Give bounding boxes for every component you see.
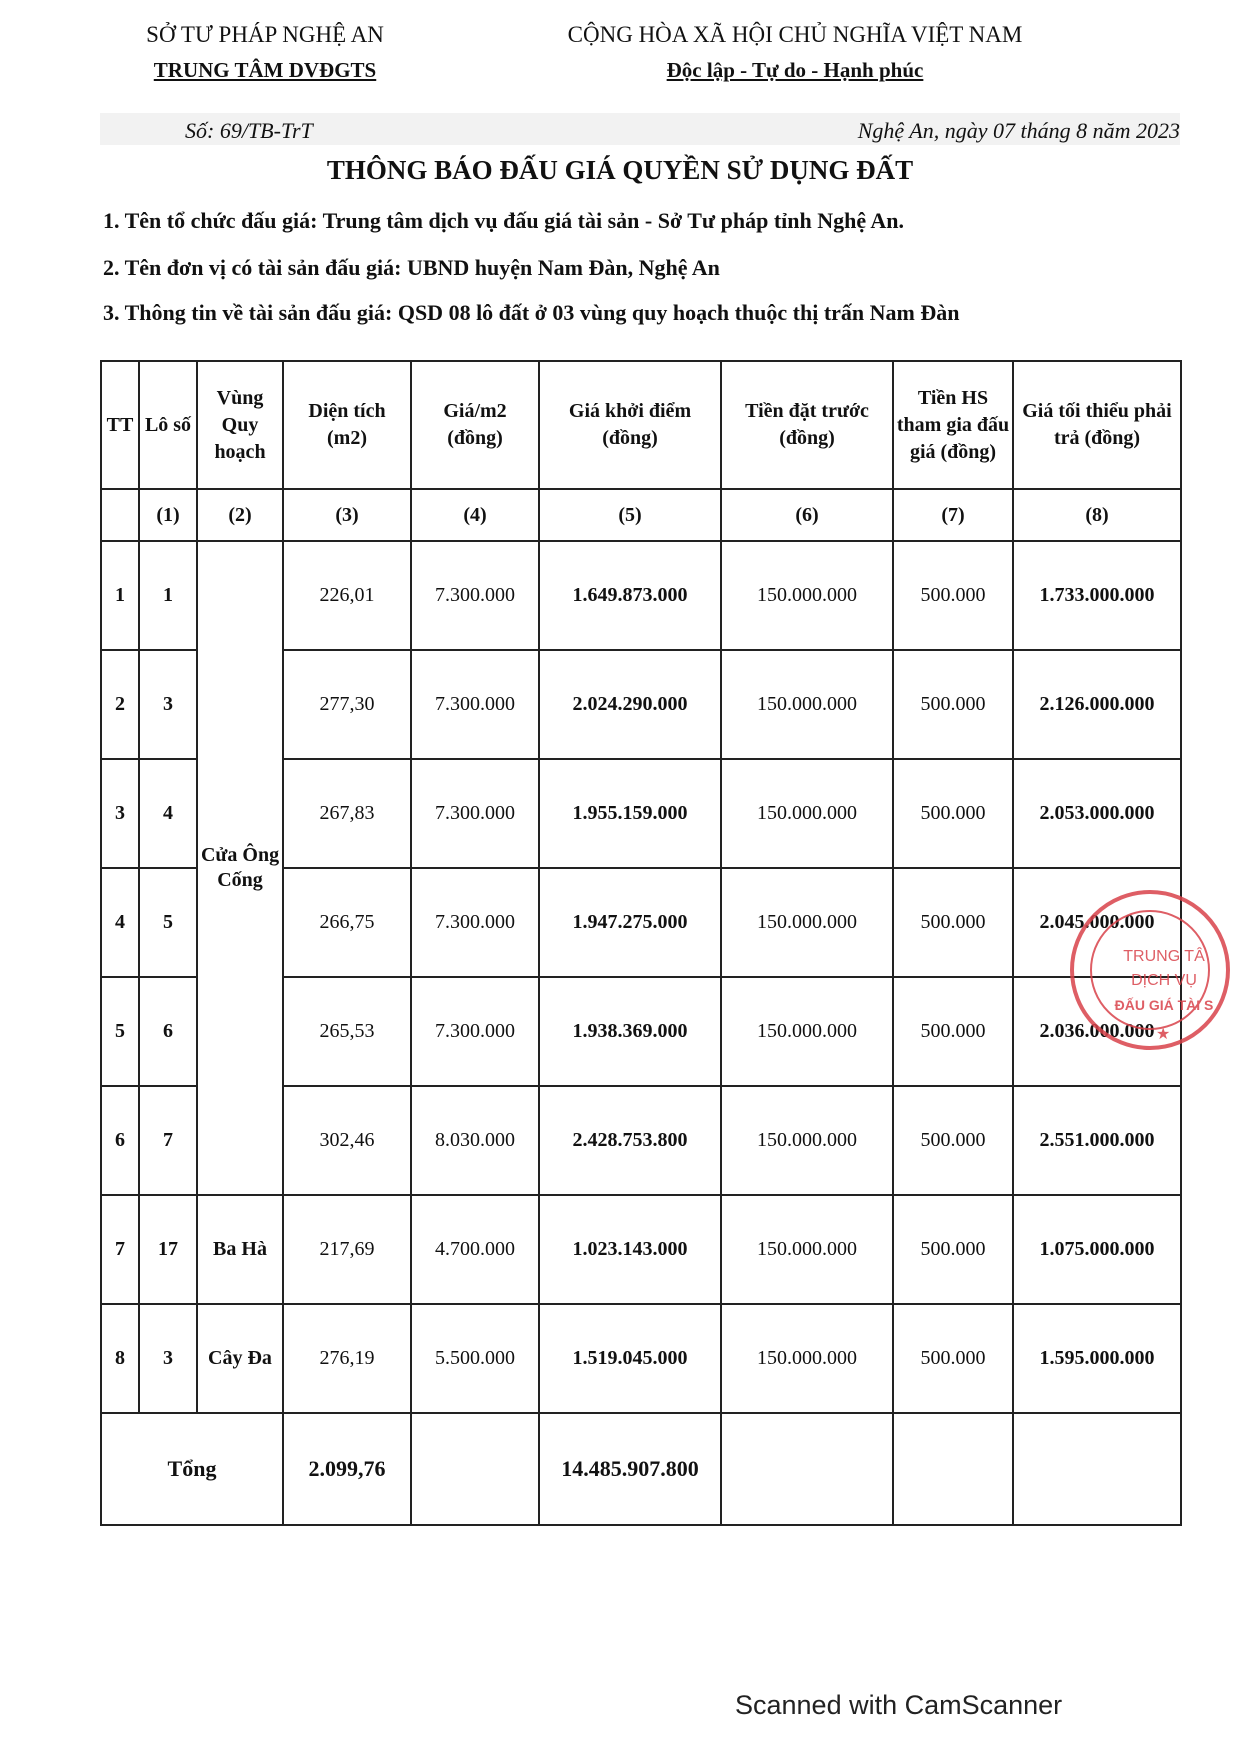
cell-area: 267,83 bbox=[283, 759, 411, 868]
column-number-row bbox=[101, 489, 1181, 541]
issuer-department: SỞ TƯ PHÁP NGHỆ AN bbox=[146, 22, 384, 47]
table-header-row bbox=[101, 361, 1181, 489]
document-number: Số: 69/TB-TrT bbox=[185, 118, 313, 143]
seal-text-line3: ĐẤU GIÁ TÀI S bbox=[1114, 997, 1214, 1013]
document-date: Nghệ An, ngày 07 tháng 8 năm 2023 bbox=[857, 118, 1180, 143]
cell-zone: Cửa Ông Cống bbox=[197, 541, 283, 1195]
info-asset-owner: 2. Tên đơn vị có tài sản đấu giá: UBND huyện Nam Đàn, Nghệ An bbox=[103, 255, 720, 280]
cell-fee: 500.000 bbox=[893, 868, 1013, 977]
cell-area: 226,01 bbox=[283, 541, 411, 650]
cell-min-price: 1.733.000.000 bbox=[1013, 541, 1181, 650]
cell-area: 217,69 bbox=[283, 1195, 411, 1304]
issuer-center: TRUNG TÂM DVĐGTS bbox=[153, 58, 377, 82]
cell-zone: Cây Đa bbox=[197, 1304, 283, 1413]
cell-area: 276,19 bbox=[283, 1304, 411, 1413]
table-row bbox=[101, 541, 1181, 650]
cell-min-price: 2.551.000.000 bbox=[1013, 1086, 1181, 1195]
cell-start-price: 2.024.290.000 bbox=[539, 650, 721, 759]
col-number: (4) bbox=[411, 489, 539, 541]
cell-lot: 3 bbox=[139, 1304, 197, 1413]
total-area: 2.099,76 bbox=[283, 1413, 411, 1525]
total-start-price: 14.485.907.800 bbox=[539, 1413, 721, 1525]
cell-fee: 500.000 bbox=[893, 759, 1013, 868]
cell-start-price: 1.938.369.000 bbox=[539, 977, 721, 1086]
col-header-min-price: Giá tối thiểu phải trả (đồng) bbox=[1013, 361, 1181, 489]
info-auction-organization: 1. Tên tổ chức đấu giá: Trung tâm dịch vụ đấu giá tài sản - Sở Tư pháp tỉnh Nghệ An. bbox=[103, 208, 905, 233]
col-header-area: Diện tích (m2) bbox=[283, 361, 411, 489]
cell-fee: 500.000 bbox=[893, 1304, 1013, 1413]
col-header-zone: Vùng Quy hoạch bbox=[197, 361, 283, 489]
cell-min-price: 1.595.000.000 bbox=[1013, 1304, 1181, 1413]
cell-min-price: 2.036.000.000 bbox=[1013, 977, 1181, 1086]
document-title: THÔNG BÁO ĐẤU GIÁ QUYỀN SỬ DỤNG ĐẤT bbox=[326, 155, 914, 185]
cell-tt: 3 bbox=[101, 759, 139, 868]
col-number: (8) bbox=[1013, 489, 1181, 541]
cell-start-price: 1.023.143.000 bbox=[539, 1195, 721, 1304]
cell-deposit: 150.000.000 bbox=[721, 1195, 893, 1304]
cell-min-price: 2.126.000.000 bbox=[1013, 650, 1181, 759]
cell-lot: 6 bbox=[139, 977, 197, 1086]
cell-lot: 5 bbox=[139, 868, 197, 977]
col-header-lot: Lô số bbox=[139, 361, 197, 489]
seal-star-icon: ★ bbox=[1156, 1026, 1171, 1043]
cell-price-m2: 7.300.000 bbox=[411, 759, 539, 868]
cell-tt: 8 bbox=[101, 1304, 139, 1413]
national-motto-block bbox=[530, 22, 1060, 83]
col-header-deposit: Tiền đặt trước (đồng) bbox=[721, 361, 893, 489]
cell-price-m2: 4.700.000 bbox=[411, 1195, 539, 1304]
cell-price-m2: 7.300.000 bbox=[411, 650, 539, 759]
total-blank bbox=[411, 1413, 539, 1525]
cell-tt: 1 bbox=[101, 541, 139, 650]
country-name: CỘNG HÒA XÃ HỘI CHỦ NGHĨA VIỆT NAM bbox=[567, 22, 1023, 47]
cell-fee: 500.000 bbox=[893, 541, 1013, 650]
cell-price-m2: 5.500.000 bbox=[411, 1304, 539, 1413]
cell-deposit: 150.000.000 bbox=[721, 977, 893, 1086]
cell-area: 277,30 bbox=[283, 650, 411, 759]
cell-start-price: 1.519.045.000 bbox=[539, 1304, 721, 1413]
cell-area: 265,53 bbox=[283, 977, 411, 1086]
seal-text-line1: TRUNG TÂ bbox=[1123, 948, 1205, 965]
cell-area: 266,75 bbox=[283, 868, 411, 977]
cell-lot: 4 bbox=[139, 759, 197, 868]
cell-fee: 500.000 bbox=[893, 650, 1013, 759]
cell-lot: 1 bbox=[139, 541, 197, 650]
seal-text-line2: DỊCH VỤ bbox=[1131, 972, 1197, 989]
cell-start-price: 1.649.873.000 bbox=[539, 541, 721, 650]
col-number: (6) bbox=[721, 489, 893, 541]
col-header-tt: TT bbox=[101, 361, 139, 489]
col-header-price-m2: Giá/m2 (đồng) bbox=[411, 361, 539, 489]
cell-tt: 6 bbox=[101, 1086, 139, 1195]
cell-fee: 500.000 bbox=[893, 977, 1013, 1086]
cell-start-price: 1.947.275.000 bbox=[539, 868, 721, 977]
cell-price-m2: 7.300.000 bbox=[411, 541, 539, 650]
cell-fee: 500.000 bbox=[893, 1195, 1013, 1304]
total-blank bbox=[1013, 1413, 1181, 1525]
national-motto: Độc lập - Tự do - Hạnh phúc bbox=[666, 58, 924, 82]
total-row bbox=[101, 1413, 1181, 1525]
total-blank bbox=[893, 1413, 1013, 1525]
col-number: (5) bbox=[539, 489, 721, 541]
total-blank bbox=[721, 1413, 893, 1525]
cell-lot: 7 bbox=[139, 1086, 197, 1195]
col-number: (3) bbox=[283, 489, 411, 541]
table-row bbox=[101, 1304, 1181, 1413]
cell-lot: 17 bbox=[139, 1195, 197, 1304]
cell-tt: 5 bbox=[101, 977, 139, 1086]
cell-deposit: 150.000.000 bbox=[721, 541, 893, 650]
info-asset-description: 3. Thông tin về tài sản đấu giá: QSD 08 lô đất ở 03 vùng quy hoạch thuộc thị trấn Nam Đàn bbox=[103, 300, 960, 325]
cell-zone: Ba Hà bbox=[197, 1195, 283, 1304]
table-row bbox=[101, 1195, 1181, 1304]
col-header-fee: Tiền HS tham gia đấu giá (đồng) bbox=[893, 361, 1013, 489]
col-number: (7) bbox=[893, 489, 1013, 541]
cell-tt: 7 bbox=[101, 1195, 139, 1304]
cell-deposit: 150.000.000 bbox=[721, 868, 893, 977]
cell-tt: 2 bbox=[101, 650, 139, 759]
cell-fee: 500.000 bbox=[893, 1086, 1013, 1195]
cell-price-m2: 7.300.000 bbox=[411, 868, 539, 977]
cell-start-price: 1.955.159.000 bbox=[539, 759, 721, 868]
cell-tt: 4 bbox=[101, 868, 139, 977]
cell-deposit: 150.000.000 bbox=[721, 759, 893, 868]
scanner-watermark: Scanned with CamScanner bbox=[735, 1690, 1063, 1720]
cell-deposit: 150.000.000 bbox=[721, 650, 893, 759]
cell-price-m2: 8.030.000 bbox=[411, 1086, 539, 1195]
cell-lot: 3 bbox=[139, 650, 197, 759]
cell-price-m2: 7.300.000 bbox=[411, 977, 539, 1086]
col-header-start-price: Giá khởi điểm (đồng) bbox=[539, 361, 721, 489]
cell-deposit: 150.000.000 bbox=[721, 1304, 893, 1413]
cell-deposit: 150.000.000 bbox=[721, 1086, 893, 1195]
total-label: Tổng bbox=[101, 1413, 283, 1525]
cell-min-price: 2.045.000.000 bbox=[1013, 868, 1181, 977]
col-number: (2) bbox=[197, 489, 283, 541]
auction-table bbox=[100, 360, 1182, 1526]
col-number-blank bbox=[101, 489, 139, 541]
cell-start-price: 2.428.753.800 bbox=[539, 1086, 721, 1195]
red-seal-stamp bbox=[1070, 890, 1230, 1050]
cell-area: 302,46 bbox=[283, 1086, 411, 1195]
cell-min-price: 2.053.000.000 bbox=[1013, 759, 1181, 868]
cell-min-price: 1.075.000.000 bbox=[1013, 1195, 1181, 1304]
issuer-block bbox=[110, 22, 420, 83]
col-number: (1) bbox=[139, 489, 197, 541]
